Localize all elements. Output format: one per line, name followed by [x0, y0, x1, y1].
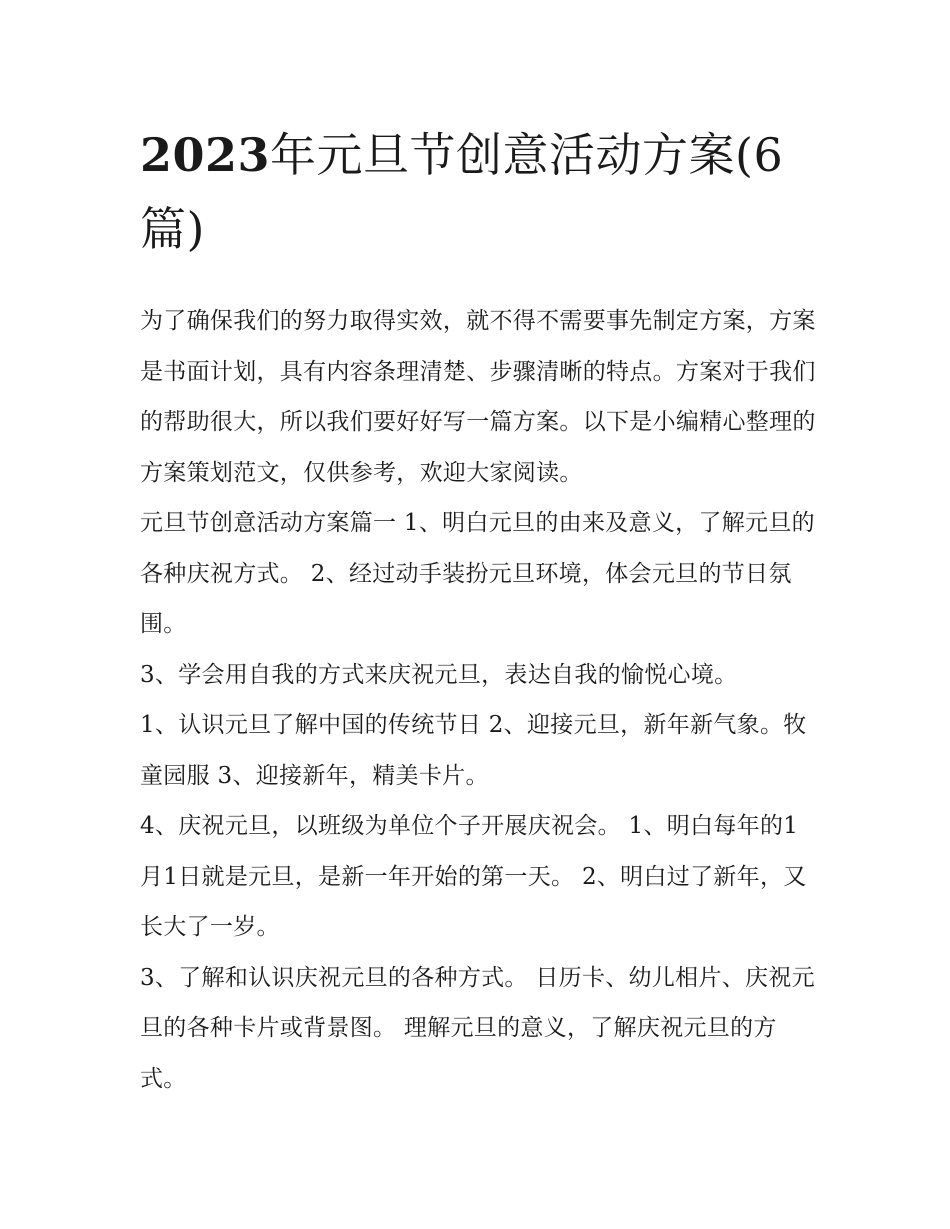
paragraph-item-3: 3、学会用自我的方式来庆祝元旦，表达自我的愉悦心境。	[140, 661, 738, 688]
document-page	[140, 118, 820, 1104]
paragraph-intro: 为了确保我们的努力取得实效，就不得不需要事先制定方案，方案是书面计划，具有内容条理清楚、步骤清晰的特点。方案对于我们的帮助很大，所以我们要好好写一篇方案。以下是小编精心整理的方案策划范文，仅供参考，欢迎大家阅读。	[140, 308, 816, 486]
document-title	[140, 118, 820, 266]
document-body	[140, 296, 820, 1104]
title-year: 2023	[140, 128, 271, 182]
paragraph-materials: 3、了解和认识庆祝元旦的各种方式。 日历卡、幼儿相片、庆祝元旦的各种卡片或背景图。 理解元旦的意义，了解庆祝元旦的方式。	[140, 964, 815, 1092]
paragraph-item-4: 4、庆祝元旦，以班级为单位个子开展庆祝会。 1、明白每年的1月1日就是元旦，是新一年开始的第一天。 2、明白过了新年，又长大了一岁。	[140, 813, 807, 940]
paragraph-items-1-2: 1、认识元旦了解中国的传统节日 2、迎接元旦，新年新气象。牧童园服 3、迎接新年，精美卡片。	[140, 712, 807, 789]
paragraph-section-one: 元旦节创意活动方案篇一 1、明白元旦的由来及意义，了解元旦的各种庆祝方式。 2、经过动手装扮元旦环境，体会元旦的节日氛围。	[140, 510, 815, 637]
title-text: 年元旦节创意活动方案(6篇)	[140, 128, 784, 256]
